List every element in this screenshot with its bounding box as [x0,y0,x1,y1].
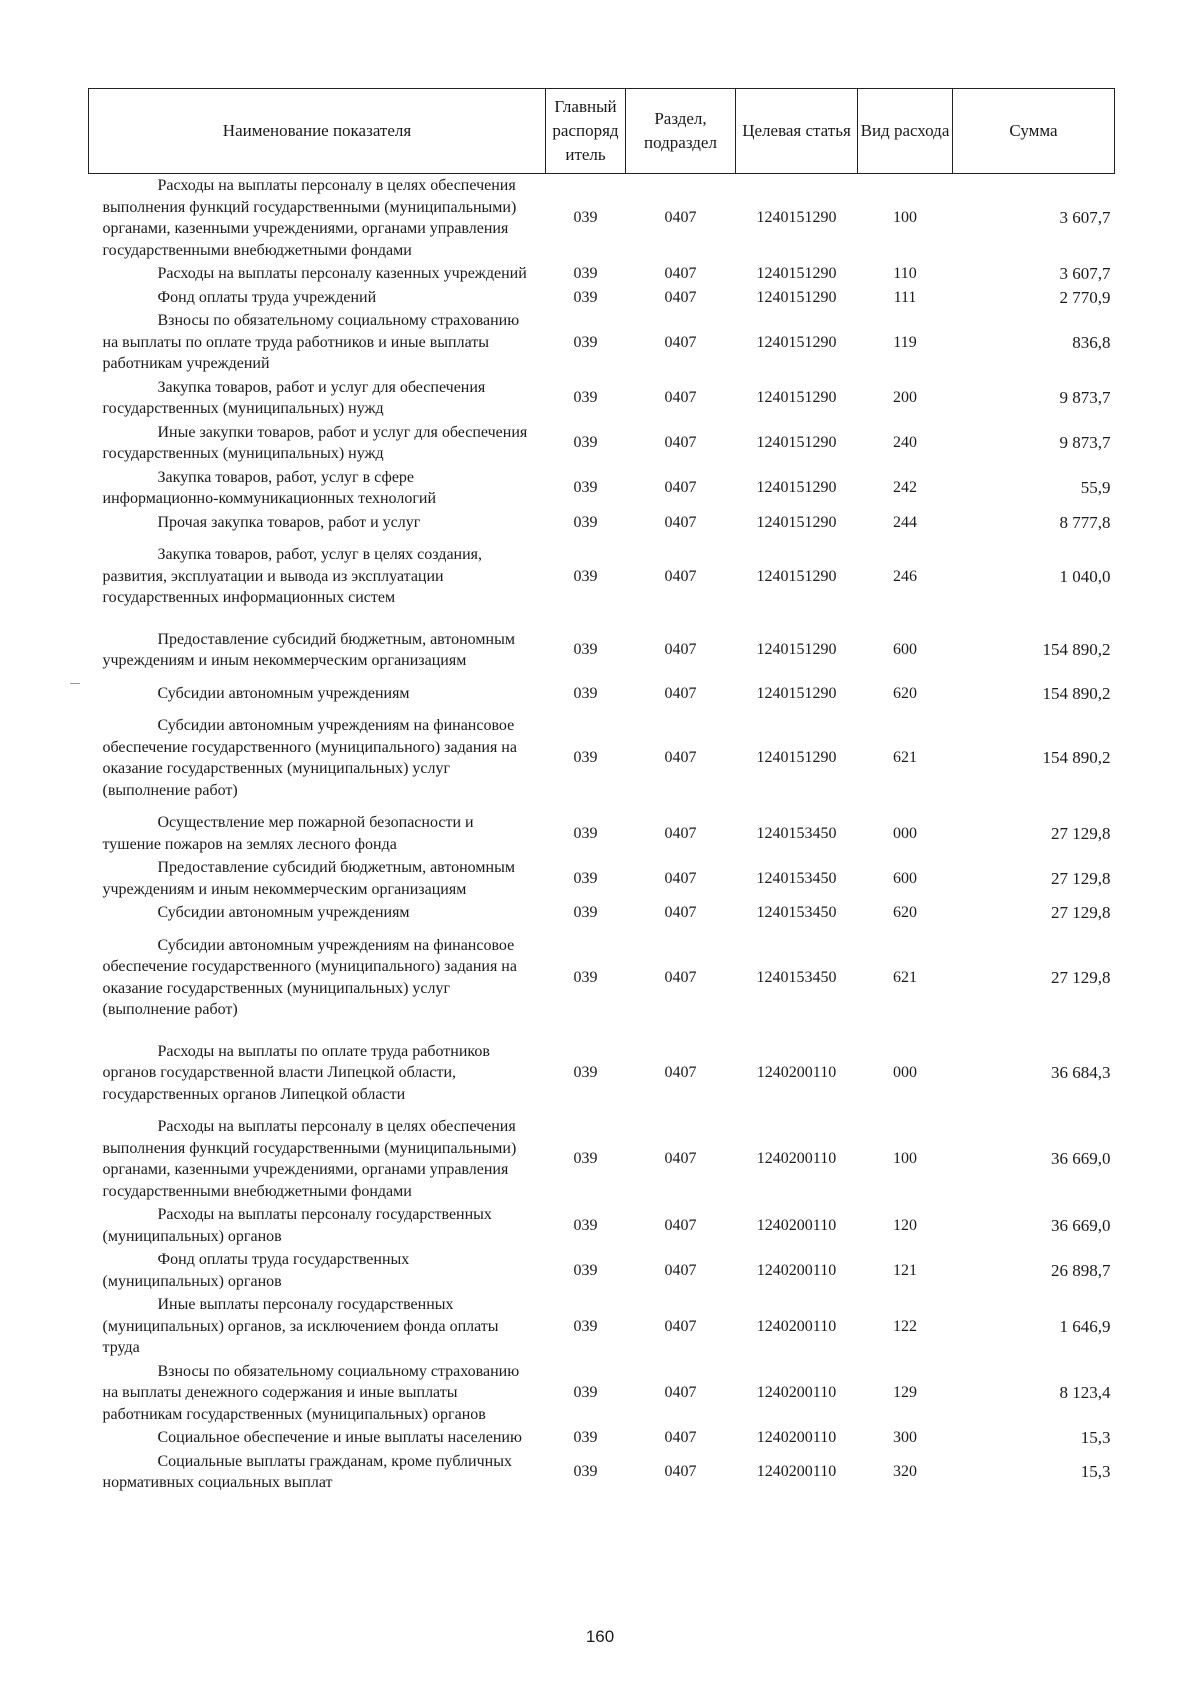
row-section: 0407 [664,567,697,585]
row-amount: 9 873,7 [1059,388,1111,408]
row-main-manager: 039 [573,567,598,585]
row-amount: 1 040,0 [1059,566,1111,586]
row-section: 0407 [664,479,697,497]
row-amount: 55,9 [1080,478,1111,498]
row-amount: 2 770,9 [1059,287,1111,307]
row-amount: 3 607,7 [1059,264,1111,283]
row-name: Расходы на выплаты персоналу в целях обеспечения выполнения функций государственными (муниципальными) органами, казенными учреждениями, органами управления государственными внебюджетными фондами [102,1118,517,1200]
table-row [89,901,1115,925]
table-body [89,174,1115,1495]
row-main-manager: 039 [573,1216,598,1234]
row-target-article: 1240200110 [756,1064,837,1081]
row-main-manager: 039 [573,869,598,887]
table-row [89,421,1115,466]
row-target-article: 1240151290 [756,641,837,659]
row-expense-type: 320 [893,1463,917,1481]
row-main-manager: 039 [573,288,598,306]
row-expense-type: 240 [893,434,917,452]
row-main-manager: 039 [573,904,598,921]
row-name: Взносы по обязательному социальному страхованию на выплаты по оплате труда работников и иные выплаты работникам учреждений [102,312,520,372]
row-main-manager: 039 [573,209,598,227]
row-expense-type: 600 [893,641,917,659]
row-expense-type: 119 [893,333,917,351]
table-row [89,466,1115,511]
row-expense-type: 621 [893,749,917,767]
row-target-article: 1240151290 [756,567,837,585]
table-row [89,856,1115,901]
row-name: Прочая закупка товаров, работ и услуг [157,513,421,531]
row-amount: 15,3 [1080,1428,1111,1447]
row-section: 0407 [664,1384,697,1401]
row-section: 0407 [664,968,697,986]
row-expense-type: 600 [893,869,917,887]
row-amount: 154 890,2 [1042,748,1111,768]
table-row [89,1293,1115,1360]
row-expense-type: 100 [893,209,917,227]
row-amount: 1 646,9 [1059,1316,1111,1336]
row-target-article: 1240200110 [756,1150,837,1168]
row-amount: 36 669,0 [1051,1215,1111,1235]
row-expense-type: 110 [893,265,917,282]
row-section: 0407 [664,1261,697,1279]
row-section: 0407 [664,389,697,407]
header-section: Раздел, подраздел [626,89,736,174]
row-target-article: 1240151290 [756,209,837,227]
row-target-article: 1240151290 [756,434,837,452]
row-target-article: 1240200110 [756,1463,837,1481]
table-row [89,811,1115,856]
row-name: Фонд оплаты труда учреждений [157,288,377,306]
row-expense-type: 000 [893,1064,917,1081]
row-amount: 3 607,7 [1059,208,1111,228]
row-section: 0407 [664,1216,697,1234]
row-amount: 27 129,8 [1051,823,1111,843]
row-main-manager: 039 [573,434,598,452]
page-number: 160 [585,1627,615,1646]
row-expense-type: 122 [893,1317,917,1335]
row-section: 0407 [664,824,697,842]
row-section: 0407 [664,513,697,531]
row-section: 0407 [664,1463,697,1481]
table-row [89,1426,1115,1450]
row-section: 0407 [664,1429,697,1446]
row-expense-type: 000 [893,824,917,842]
row-section: 0407 [664,641,697,659]
margin-mark [70,683,80,684]
table-row [89,1203,1115,1248]
table-row [89,619,1115,682]
row-expense-type: 100 [893,1150,917,1168]
row-target-article: 1240200110 [756,1384,837,1401]
table-row [89,1360,1115,1427]
row-main-manager: 039 [573,479,598,497]
header-expense-type: Вид расхода [858,89,953,174]
row-name: Иные закупки товаров, работ и услуг для обеспечения государственных (муниципальных) нужд [102,423,528,462]
table-row [89,1450,1115,1495]
row-name: Осуществление мер пожарной безопасности и тушение пожаров на землях лесного фонда [102,814,474,853]
row-name: Закупка товаров, работ и услуг для обеспечения государственных (муниципальных) нужд [102,378,486,417]
table-row [89,1031,1115,1116]
row-section: 0407 [664,209,697,227]
table-row [89,705,1115,811]
row-section: 0407 [664,288,697,306]
row-section: 0407 [664,684,697,702]
row-amount: 154 890,2 [1042,640,1111,660]
row-name: Расходы на выплаты персоналу в целях обеспечения выполнения функций государственными (муниципальными) органами, казенными учреждениями, органами управления государственными внебюджетными фондами [102,177,517,259]
row-expense-type: 111 [893,288,917,306]
row-main-manager: 039 [573,1463,598,1481]
row-target-article: 1240151290 [756,288,837,306]
budget-table [88,88,1115,1495]
row-expense-type: 244 [893,513,917,531]
table-row [89,376,1115,421]
row-name: Социальные выплаты гражданам, кроме публичных нормативных социальных выплат [102,1452,512,1491]
row-amount: 836,8 [1072,332,1111,352]
row-expense-type: 300 [893,1429,917,1446]
row-amount: 36 684,3 [1051,1063,1111,1082]
row-main-manager: 039 [573,1317,598,1335]
row-section: 0407 [664,904,697,921]
row-name: Субсидии автономным учреждениям на финансовое обеспечение государственного (муниципального) задания на оказание государственных (муниципальных) услуг (выполнение работ) [102,936,517,1018]
row-amount: 9 873,7 [1059,433,1111,453]
table-row [89,174,1115,263]
row-name: Расходы на выплаты по оплате труда работников органов государственной власти Липецкой области, государственных органов Липецкой области [102,1042,490,1103]
row-expense-type: 129 [893,1384,917,1401]
row-name: Иные выплаты персоналу государственных (муниципальных) органов, за исключением фонда оплаты труда [102,1296,499,1356]
row-target-article: 1240200110 [756,1261,837,1279]
row-section: 0407 [664,1064,697,1081]
row-amount: 8 123,4 [1059,1383,1111,1402]
row-name: Фонд оплаты труда государственных (муниципальных) органов [102,1251,410,1290]
row-section: 0407 [664,434,697,452]
table-row [89,1248,1115,1293]
table-row [89,925,1115,1031]
row-section: 0407 [664,869,697,887]
row-expense-type: 200 [893,389,917,407]
table-row [89,286,1115,310]
row-main-manager: 039 [573,1384,598,1401]
row-expense-type: 620 [893,904,917,921]
row-main-manager: 039 [573,333,598,351]
row-name: Закупка товаров, работ, услуг в целях создания, развития, эксплуатации и вывода из эксплуатации государственных информационных систем [102,546,483,606]
row-amount: 36 669,0 [1051,1149,1111,1169]
row-target-article: 1240200110 [756,1317,837,1335]
row-expense-type: 621 [893,968,917,986]
row-amount: 15,3 [1080,1462,1111,1482]
row-section: 0407 [664,749,697,767]
header-target-article: Целевая статья [736,89,858,174]
row-target-article: 1240151290 [756,684,837,702]
row-main-manager: 039 [573,824,598,842]
row-name: Субсидии автономным учреждениям [157,684,410,702]
row-target-article: 1240153450 [756,904,837,921]
row-section: 0407 [664,1150,697,1168]
row-main-manager: 039 [573,968,598,986]
table-header [89,89,1115,174]
header-main-manager: Главный распоряд итель [546,89,626,174]
row-main-manager: 039 [573,1064,598,1081]
header-name: Наименование показателя [89,89,546,174]
row-target-article: 1240200110 [756,1216,837,1234]
row-section: 0407 [664,333,697,351]
row-main-manager: 039 [573,749,598,767]
row-main-manager: 039 [573,641,598,659]
row-target-article: 1240151290 [756,333,837,351]
row-name: Предоставление субсидий бюджетным, автономным учреждениям и иным некоммерческим организациям [102,630,515,669]
row-main-manager: 039 [573,1150,598,1168]
row-main-manager: 039 [573,389,598,407]
row-name: Социальное обеспечение и иные выплаты населению [157,1429,522,1446]
table-row [89,511,1115,535]
row-expense-type: 246 [893,567,917,585]
row-target-article: 1240151290 [756,749,837,767]
row-name: Расходы на выплаты персоналу государственных (муниципальных) органов [102,1206,492,1245]
row-section: 0407 [664,1317,697,1335]
row-name: Расходы на выплаты персоналу казенных учреждений [157,265,527,282]
row-target-article: 1240151290 [756,389,837,407]
row-name: Субсидии автономным учреждениям [157,904,410,921]
table-row [89,534,1115,619]
row-main-manager: 039 [573,265,598,282]
header-amount: Сумма [953,89,1115,174]
row-target-article: 1240151290 [756,513,837,531]
row-expense-type: 620 [893,684,917,702]
row-name: Предоставление субсидий бюджетным, автономным учреждениям и иным некоммерческим организациям [102,859,515,898]
row-target-article: 1240153450 [756,824,837,842]
row-amount: 27 129,8 [1051,903,1111,922]
row-target-article: 1240200110 [756,1429,837,1446]
row-expense-type: 121 [893,1261,917,1279]
row-name: Субсидии автономным учреждениям на финансовое обеспечение государственного (муниципального) задания на оказание государственных (муниципальных) услуг (выполнение работ) [102,717,517,799]
row-section: 0407 [664,265,697,282]
row-amount: 8 777,8 [1059,512,1111,532]
row-main-manager: 039 [573,513,598,531]
row-amount: 27 129,8 [1051,967,1111,987]
row-main-manager: 039 [573,1261,598,1279]
row-amount: 26 898,7 [1051,1260,1111,1280]
row-name: Закупка товаров, работ, услуг в сфере информационно-коммуникационных технологий [102,468,437,507]
row-target-article: 1240153450 [756,968,837,986]
row-target-article: 1240151290 [756,479,837,497]
row-main-manager: 039 [573,1429,598,1446]
table-row [89,1115,1115,1203]
table-row [89,309,1115,376]
row-amount: 27 129,8 [1051,868,1111,888]
row-target-article: 1240153450 [756,869,837,887]
row-main-manager: 039 [573,684,598,702]
table-row [89,262,1115,286]
row-expense-type: 120 [893,1216,917,1234]
row-amount: 154 890,2 [1042,683,1111,703]
row-expense-type: 242 [893,479,917,497]
row-target-article: 1240151290 [756,265,837,282]
table-row [89,682,1115,706]
row-name: Взносы по обязательному социальному страхованию на выплаты денежного содержания и иные выплаты работникам государственных (муниципальных) органов [102,1362,520,1423]
